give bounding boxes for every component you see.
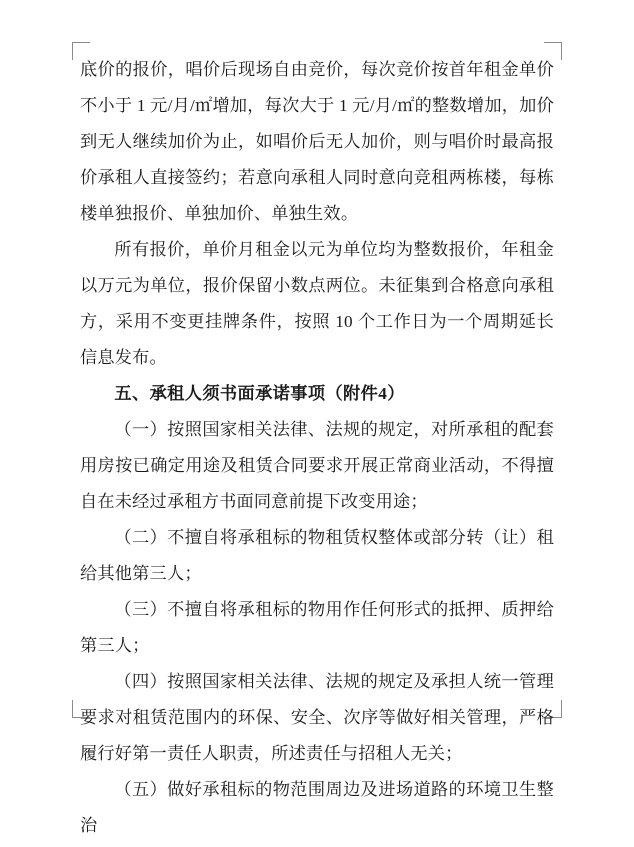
paragraph-item-4: （四）按照国家相关法律、法规的规定及承担人统一管理要求对租赁范围内的环保、安全、次序等做好相关管理，严格履行好第一责任人职责，所述责任与招租人无关； xyxy=(80,672,554,763)
paragraph-item-2: （二）不擅自将承租标的物租赁权整体或部分转（让）租给其他第三人； xyxy=(80,528,554,583)
paragraph-item-1: （一）按照国家相关法律、法规的规定，对所承租的配套用房按已确定用途及租赁合同要求开展正常商业活动，不得擅自在未经过承租方书面同意前提下改变用途； xyxy=(80,420,554,511)
paragraph-price-unit: 所有报价，单价月租金以元为单位均为整数报价，年租金以万元为单位，报价保留小数点两位。未征集到合格意向承租方，采用不变更挂牌条件，按照 10 个工作日为一个周期延长信息发布。 xyxy=(80,240,554,367)
document-body xyxy=(80,52,554,844)
paragraph-bidding-rules: 底价的报价，唱价后现场自由竞价，每次竞价按首年租金单价不小于 1 元/月/㎡增加，每次大于 1 元/月/㎡的整数增加，加价到无人继续加价为止，如唱价后无人加价，则与唱价时最高报价承租人直接签约；若意向承租人同时意向竞租两栋楼，每栋楼单独报价、单独加价、单独生效。 xyxy=(80,60,554,223)
section-heading-commitments: 五、承租人须书面承诺事项（附件4） xyxy=(114,384,405,403)
paragraph-item-3: （三）不擅自将承租标的物用作任何形式的抵押、质押给第三人； xyxy=(80,600,554,655)
paragraph-item-5: （五）做好承租标的物范围周边及进场道路的环境卫生整治 xyxy=(80,780,554,835)
